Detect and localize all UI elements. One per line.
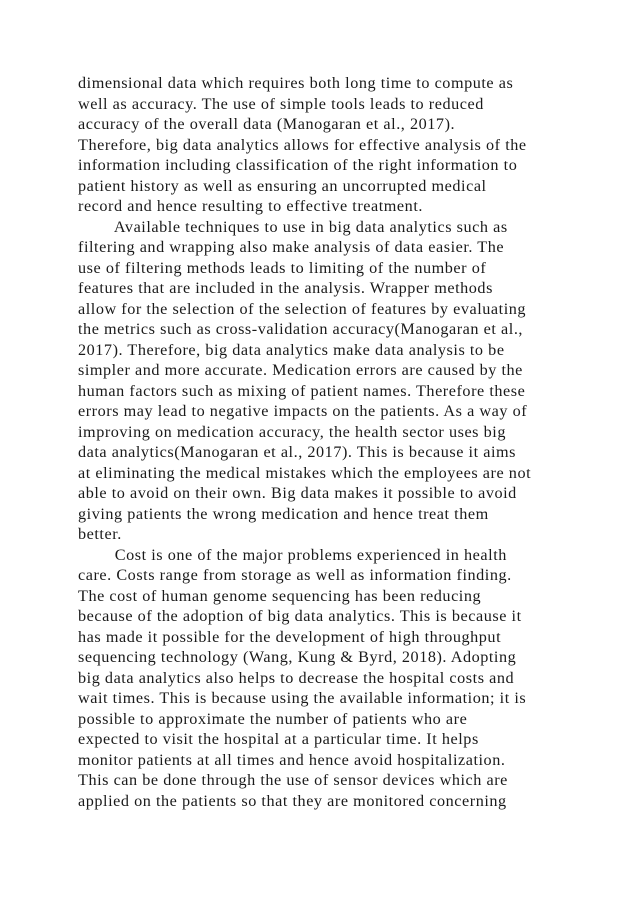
text-line: use of filtering methods leads to limiting of the number of — [78, 258, 487, 277]
text-line: 2017). Therefore, big data analytics make data analysis to be — [78, 340, 505, 359]
text-line: Therefore, big data analytics allows for effective analysis of the — [78, 135, 527, 154]
text-line: patient history as well as ensuring an uncorrupted medical — [78, 176, 487, 195]
text-line: Available techniques to use in big data analytics such as — [78, 217, 508, 236]
text-line: Cost is one of the major problems experienced in health — [78, 545, 507, 564]
text-line: improving on medication accuracy, the health sector uses big — [78, 422, 506, 441]
text-line: big data analytics also helps to decrease the hospital costs and — [78, 668, 515, 687]
text-line: sequencing technology (Wang, Kung & Byrd, 2018). Adopting — [78, 648, 517, 666]
text-line: at eliminating the medical mistakes which the employees are not — [78, 463, 532, 482]
text-line: expected to visit the hospital at a particular time. It helps — [78, 730, 479, 748]
text-line: well as accuracy. The use of simple tools leads to reduced — [78, 94, 484, 113]
text-line: features that are included in the analysis. Wrapper methods — [78, 279, 493, 297]
text-line: data analytics(Manogaran et al., 2017). This is because it aims — [78, 443, 517, 461]
text-line: wait times. This is because using the available information; it is — [78, 689, 527, 707]
text-line: able to avoid on their own. Big data makes it possible to avoid — [78, 484, 517, 502]
text-line: applied on the patients so that they are monitored concerning — [78, 791, 507, 810]
text-line: simpler and more accurate. Medication errors are caused by the — [78, 361, 523, 379]
text-line: care. Costs range from storage as well as information finding. — [78, 566, 512, 584]
text-line: The cost of human genome sequencing has been reducing — [78, 586, 482, 605]
text-line: has made it possible for the development of high throughput — [78, 627, 502, 646]
text-line: human factors such as mixing of patient names. Therefore these — [78, 381, 526, 400]
text-line: allow for the selection of the selection of features by evaluating — [78, 299, 527, 318]
text-line: accuracy of the overall data (Manogaran et al., 2017). — [78, 115, 456, 133]
text-line: giving patients the wrong medication and hence treat them — [78, 504, 489, 523]
text-line: filtering and wrapping also make analysis of data easier. The — [78, 238, 505, 256]
body-text — [78, 73, 578, 811]
text-line: possible to approximate the number of patients who are — [78, 709, 468, 728]
text-line: information including classification of the right information to — [78, 156, 518, 174]
text-line: errors may lead to negative impacts on the patients. As a way of — [78, 402, 528, 420]
text-line: the metrics such as cross-validation accuracy(Manogaran et al., — [78, 320, 524, 338]
text-line: monitor patients at all times and hence avoid hospitalization. — [78, 750, 506, 769]
text-line: dimensional data which requires both long time to compute as — [78, 74, 514, 92]
text-line: record and hence resulting to effective treatment. — [78, 197, 423, 215]
text-line: This can be done through the use of sensor devices which are — [78, 771, 508, 789]
text-line: because of the adoption of big data analytics. This is because it — [78, 607, 522, 625]
text-line: better. — [78, 525, 122, 543]
